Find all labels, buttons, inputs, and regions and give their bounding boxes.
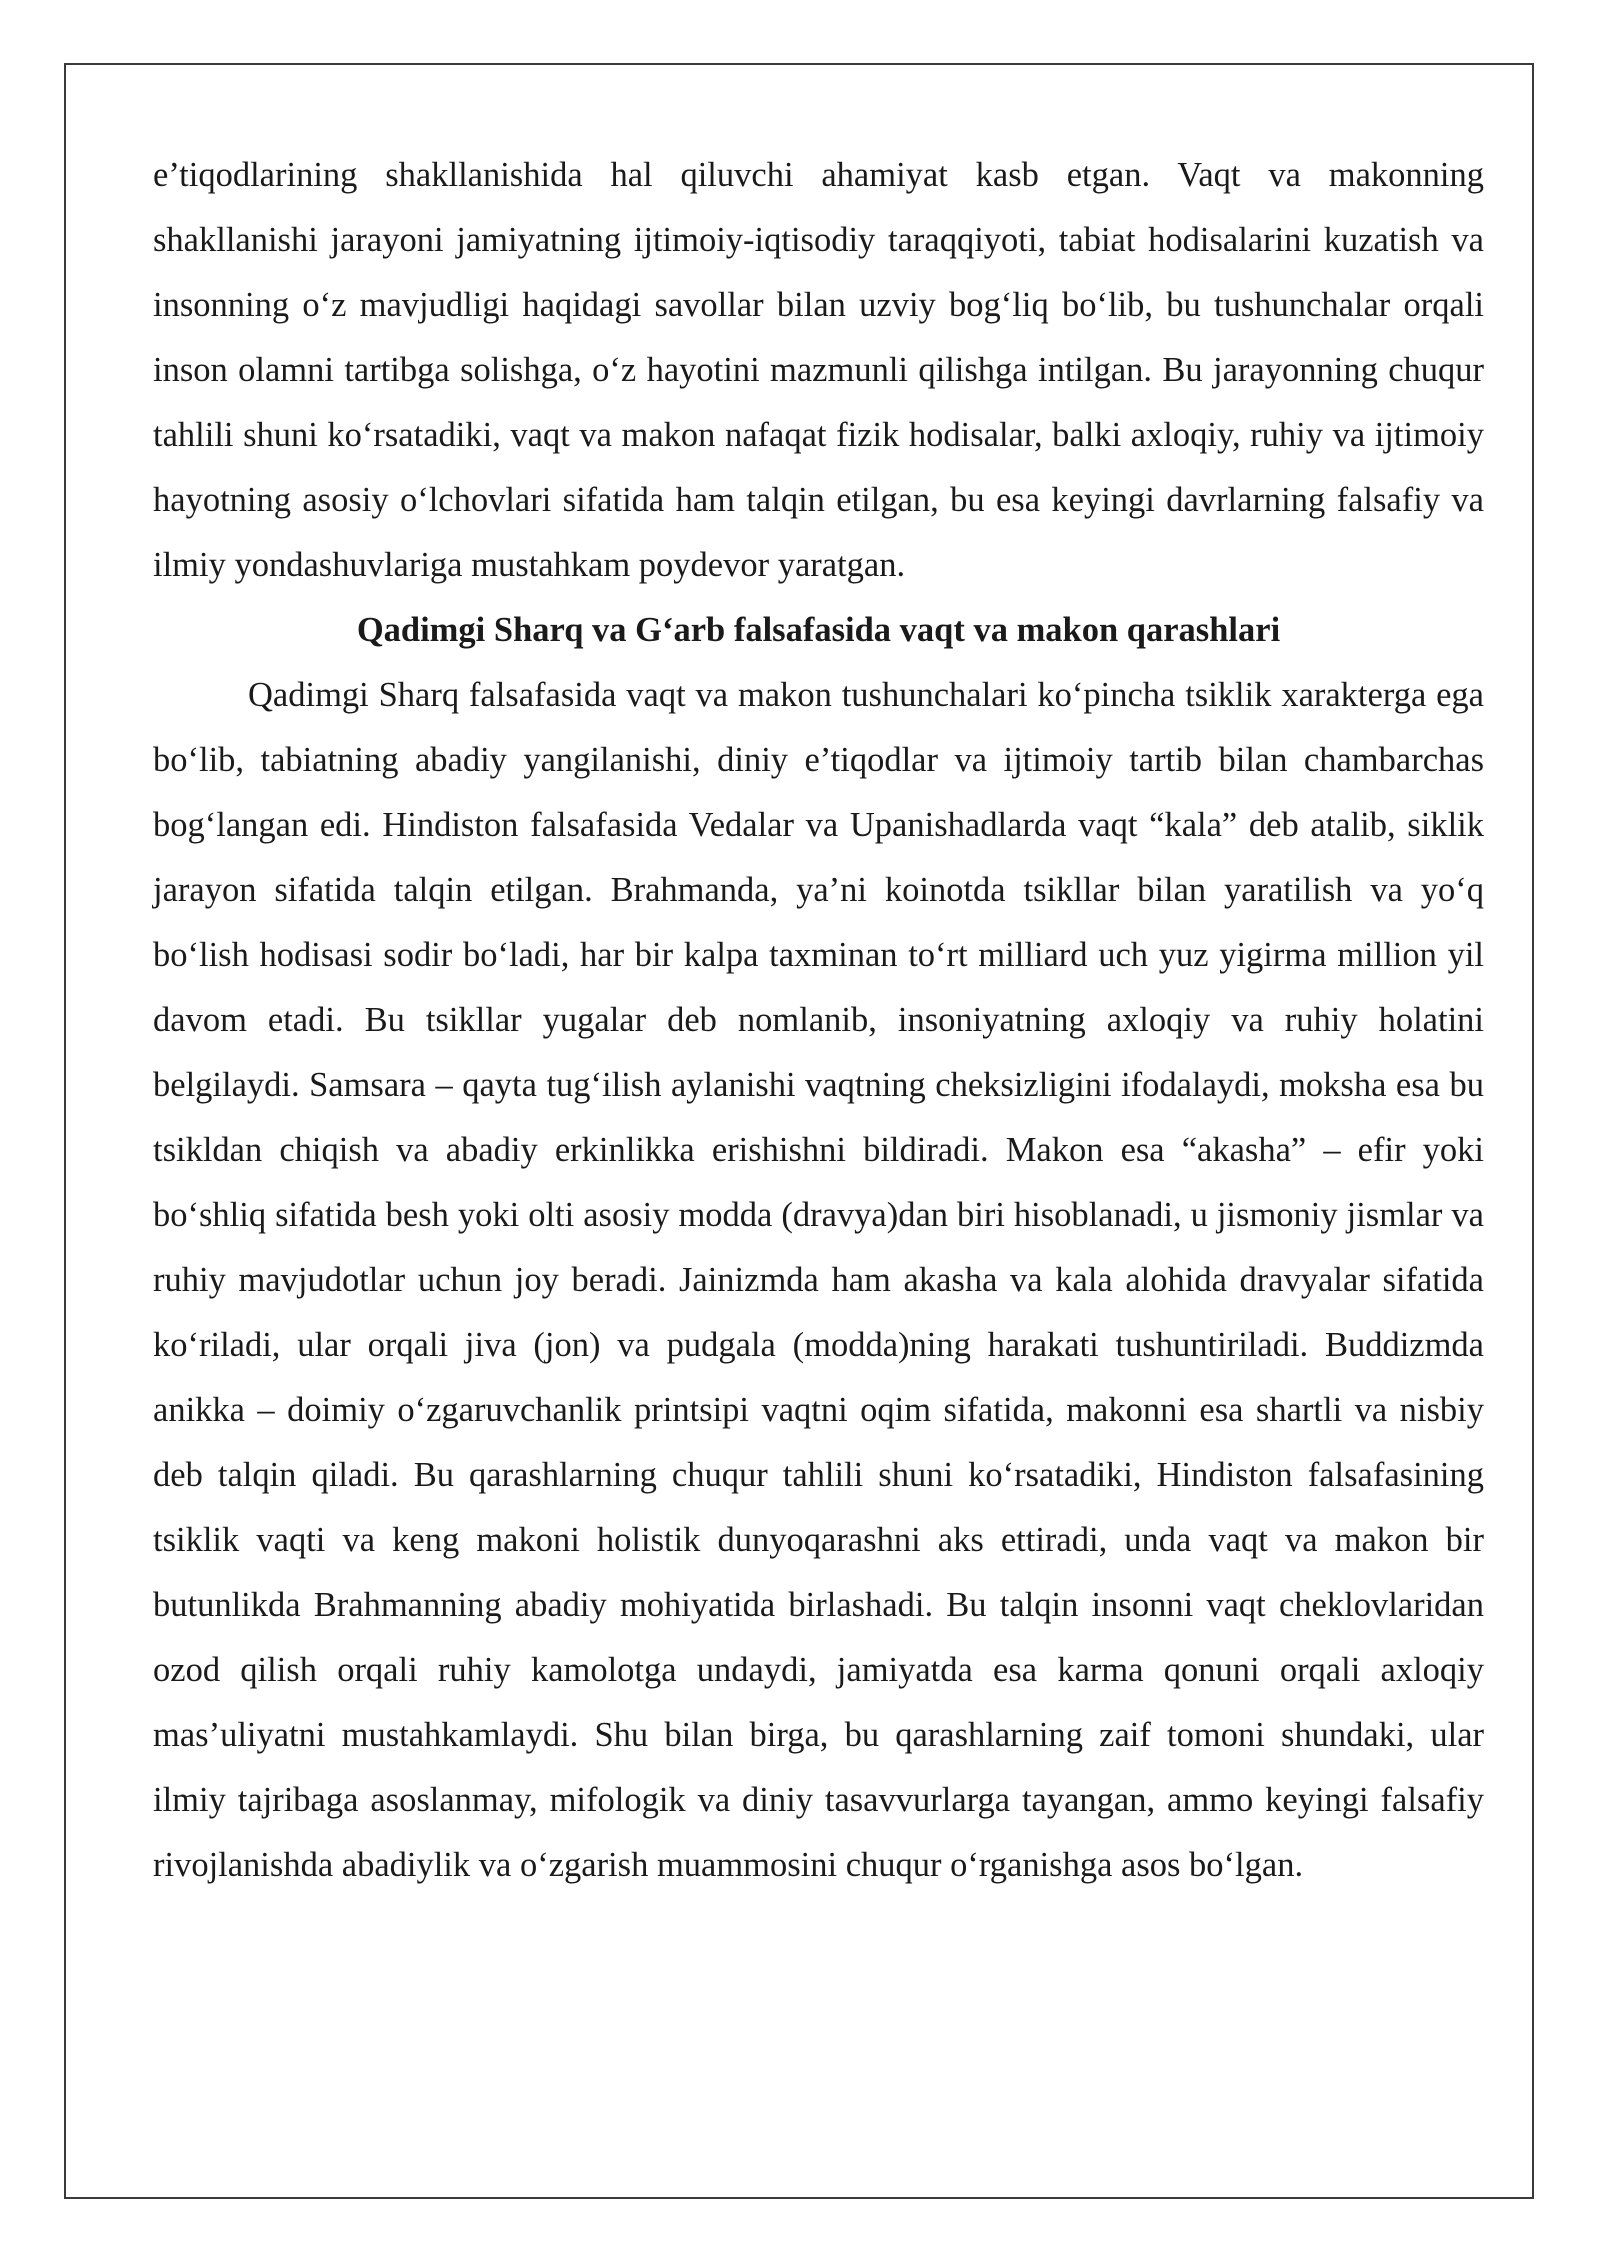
document-body: [153, 143, 1484, 1898]
body-paragraph: Qadimgi Sharq falsafasida vaqt va makon tushunchalari ko‘pincha tsiklik xarakterga ega bo‘lib, tabiatning abadiy yangilanishi, diniy e’tiqodlar va ijtimoiy tartib bilan chambarchas bog‘langan edi. Hindiston falsafasida Vedalar va Upanishadlarda vaqt “kala” deb atalib, siklik jarayon sifatida talqin etilgan. Brahmanda, ya’ni koinotda tsikllar bilan yaratilish va yo‘q bo‘lish hodisasi sodir bo‘ladi, har bir kalpa taxminan to‘rt milliard uch yuz yigirma million yil davom etadi. Bu tsikllar yugalar deb nomlanib, insoniyatning axloqiy va ruhiy holatini belgilaydi. Samsara – qayta tug‘ilish aylanishi vaqtning cheksizligini ifodalaydi, moksha esa bu tsikldan chiqish va abadiy erkinlikka erishishni bildiradi. Makon esa “akasha” – efir yoki bo‘shliq sifatida besh yoki olti asosiy modda (dravya)dan biri hisoblanadi, u jismoniy jismlar va ruhiy mavjudotlar uchun joy beradi. Jainizmda ham akasha va kala alohida dravyalar sifatida ko‘riladi, ular orqali jiva (jon) va pudgala (modda)ning harakati tushuntiriladi. Buddizmda anikka – doimiy o‘zgaruvchanlik printsipi vaqtni oqim sifatida, makonni esa shartli va nisbiy deb talqin qiladi. Bu qarashlarning chuqur tahlili shuni ko‘rsatadiki, Hindiston falsafasining tsiklik vaqti va keng makoni holistik dunyoqarashni aks ettiradi, unda vaqt va makon bir butunlikda Brahmanning abadiy mohiyatida birlashadi. Bu talqin insonni vaqt cheklovlaridan ozod qilish orqali ruhiy kamolotga undaydi, jamiyatda esa karma qonuni orqali axloqiy mas’uliyatni mustahkamlaydi. Shu bilan birga, bu qarashlarning zaif tomoni shundaki, ular ilmiy tajribaga asoslanmay, mifologik va diniy tasavvurlarga tayangan, ammo keyingi falsafiy rivojlanishda abadiylik va o‘zgarish muammosini chuqur o‘rganishga asos bo‘lgan.: [153, 676, 1484, 1884]
section-heading: Qadimgi Sharq va G‘arb falsafasida vaqt va makon qarashlari: [356, 611, 1281, 649]
body-paragraph: e’tiqodlarining shakllanishida hal qiluvchi ahamiyat kasb etgan. Vaqt va makonning shakllanishi jarayoni jamiyatning ijtimoiy-iqtisodiy taraqqiyoti, tabiat hodisalarini kuzatish va insonning o‘z mavjudligi haqidagi savollar bilan uzviy bog‘liq bo‘lib, bu tushunchalar orqali inson olamni tartibga solishga, o‘z hayotini mazmunli qilishga intilgan. Bu jarayonning chuqur tahlili shuni ko‘rsatadiki, vaqt va makon nafaqat fizik hodisalar, balki axloqiy, ruhiy va ijtimoiy hayotning asosiy o‘lchovlari sifatida ham talqin etilgan, bu esa keyingi davrlarning falsafiy va ilmiy yondashuvlariga mustahkam poydevor yaratgan.: [153, 156, 1484, 584]
